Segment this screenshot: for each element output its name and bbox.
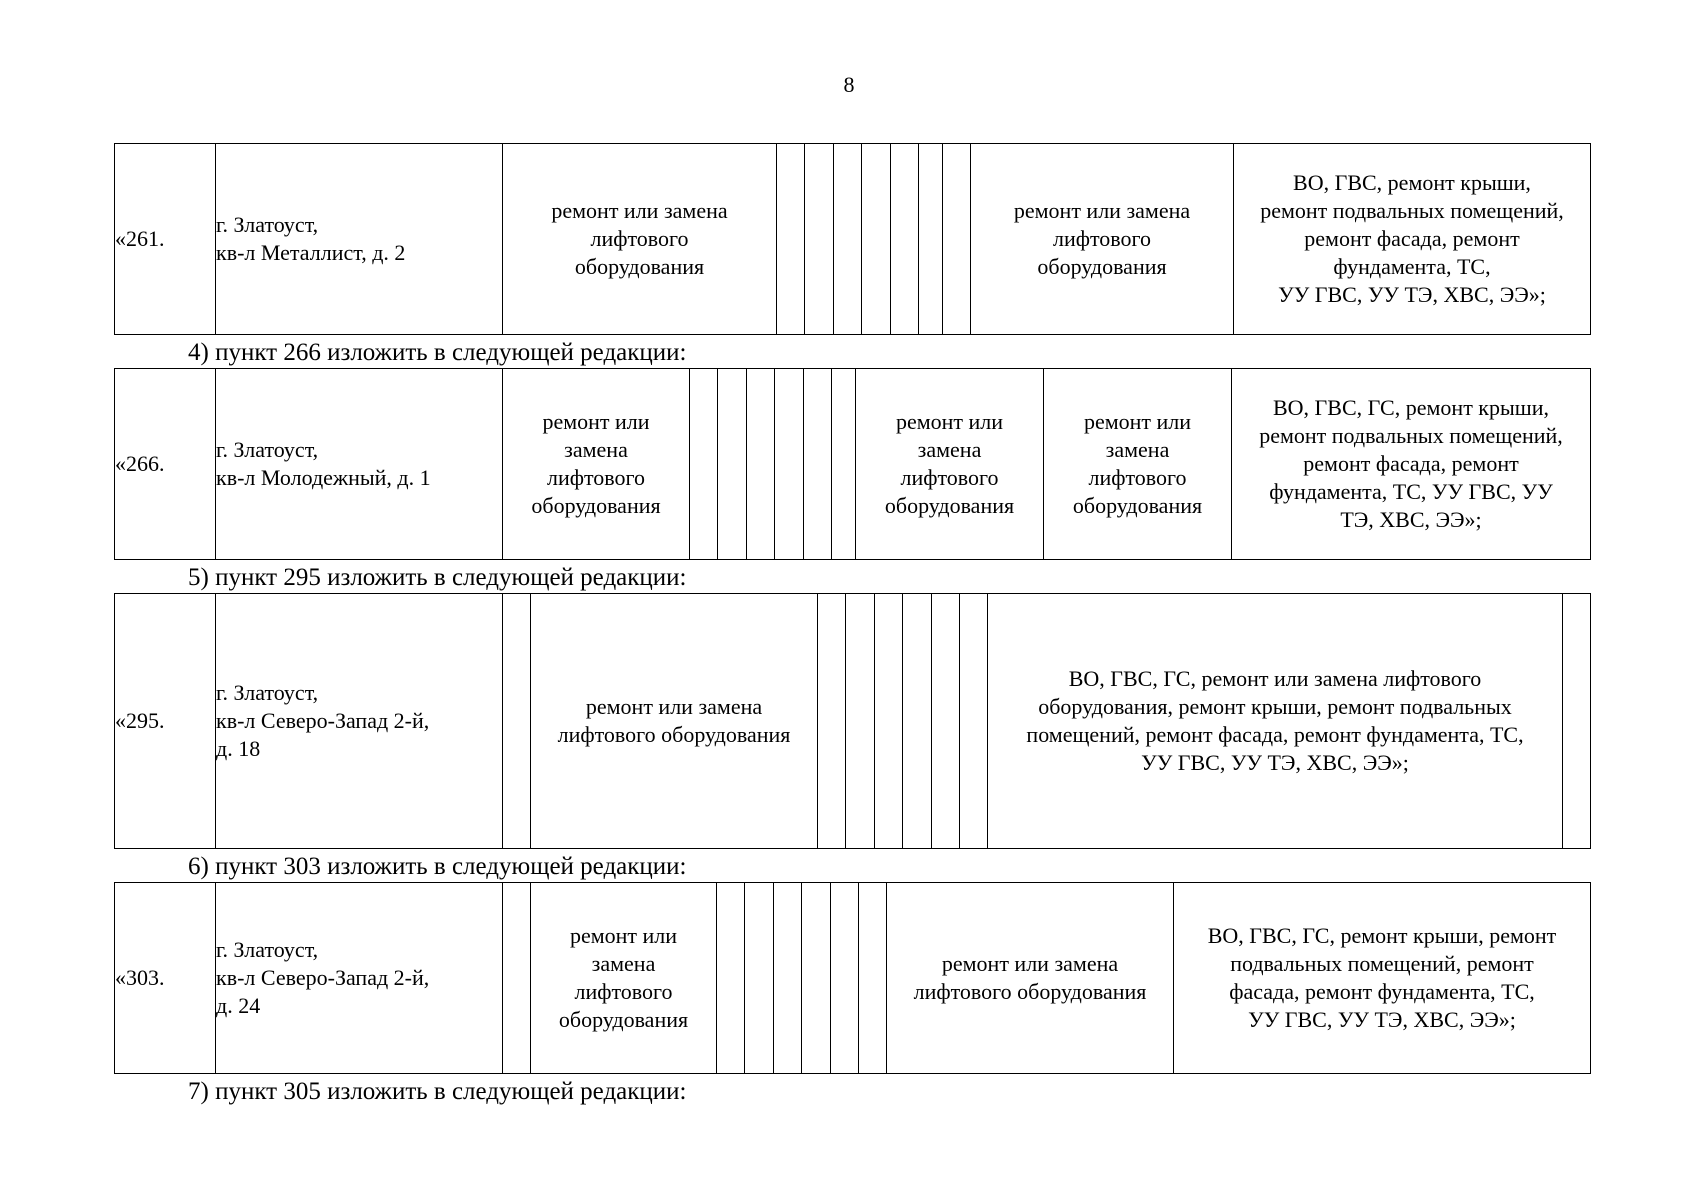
empty-cell: [690, 369, 718, 560]
empty-cell: [834, 144, 862, 335]
empty-cell: [717, 883, 745, 1074]
empty-cell: [804, 369, 832, 560]
address-cell: г. Златоуст, кв-л Молодежный, д. 1: [216, 369, 503, 560]
empty-cell: [846, 594, 875, 849]
other-works-cell: ВО, ГВС, ГС, ремонт крыши, ремонт подвальных помещений, ремонт фасада, ремонт фундамента, ТС, УУ ГВС, УУ ТЭ, ХВС, ЭЭ»;: [1232, 369, 1591, 560]
address-cell: г. Златоуст, кв-л Северо-Запад 2-й, д. 24: [216, 883, 503, 1074]
empty-cell: [503, 883, 531, 1074]
empty-cell: [862, 144, 891, 335]
empty-cell: [932, 594, 960, 849]
work-cell: ремонт или замена лифтового оборудования: [856, 369, 1044, 560]
address-cell: г. Златоуст, кв-л Северо-Запад 2-й, д. 18: [216, 594, 503, 849]
empty-cell: [859, 883, 887, 1074]
work-cell: ремонт или замена лифтового оборудования: [531, 594, 818, 849]
table-row-266: [114, 368, 1591, 560]
work-cell: ремонт или замена лифтового оборудования: [503, 369, 690, 560]
work-cell: ремонт или замена лифтового оборудования: [1044, 369, 1232, 560]
empty-cell: [718, 369, 747, 560]
item-number: «266.: [115, 369, 216, 560]
page-number: 8: [843, 72, 855, 97]
other-works-cell: ВО, ГВС, ГС, ремонт крыши, ремонт подвальных помещений, ремонт фасада, ремонт фундамента, ТС, УУ ГВС, УУ ТЭ, ХВС, ЭЭ»;: [1174, 883, 1591, 1074]
empty-cell: [805, 144, 834, 335]
table-row-303: [114, 882, 1591, 1074]
empty-cell: [875, 594, 903, 849]
address-cell: г. Златоуст, кв-л Металлист, д. 2: [216, 144, 503, 335]
table-row-295: [114, 593, 1591, 849]
item-number: «295.: [115, 594, 216, 849]
empty-cell: [745, 883, 774, 1074]
empty-cell: [777, 144, 805, 335]
empty-cell: [1563, 594, 1591, 849]
empty-cell: [802, 883, 831, 1074]
work-cell: ремонт или замена лифтового оборудования: [971, 144, 1234, 335]
empty-cell: [503, 594, 531, 849]
work-cell: ремонт или замена лифтового оборудования: [531, 883, 717, 1074]
empty-cell: [774, 883, 802, 1074]
instruction-paragraph: 5) пункт 295 изложить в следующей редакции:: [188, 564, 687, 591]
other-works-cell: ВО, ГВС, ремонт крыши, ремонт подвальных помещений, ремонт фасада, ремонт фундамента, ТС, УУ ГВС, УУ ТЭ, ХВС, ЭЭ»;: [1234, 144, 1591, 335]
item-number: «303.: [115, 883, 216, 1074]
empty-cell: [775, 369, 804, 560]
empty-cell: [891, 144, 919, 335]
empty-cell: [832, 369, 856, 560]
empty-cell: [960, 594, 988, 849]
item-number: «261.: [115, 144, 216, 335]
empty-cell: [831, 883, 859, 1074]
table-row-261: [114, 143, 1591, 335]
empty-cell: [943, 144, 971, 335]
other-works-cell: ВО, ГВС, ГС, ремонт или замена лифтового оборудования, ремонт крыши, ремонт подвальных помещений, ремонт фасада, ремонт фундамента, ТС, УУ ГВС, УУ ТЭ, ХВС, ЭЭ»;: [988, 594, 1563, 849]
empty-cell: [903, 594, 932, 849]
empty-cell: [919, 144, 943, 335]
instruction-paragraph: 4) пункт 266 изложить в следующей редакции:: [188, 339, 687, 366]
empty-cell: [818, 594, 846, 849]
empty-cell: [747, 369, 775, 560]
work-cell: ремонт или замена лифтового оборудования: [887, 883, 1174, 1074]
work-cell: ремонт или замена лифтового оборудования: [503, 144, 777, 335]
instruction-paragraph: 6) пункт 303 изложить в следующей редакции:: [188, 853, 687, 880]
instruction-paragraph: 7) пункт 305 изложить в следующей редакции:: [188, 1078, 687, 1105]
